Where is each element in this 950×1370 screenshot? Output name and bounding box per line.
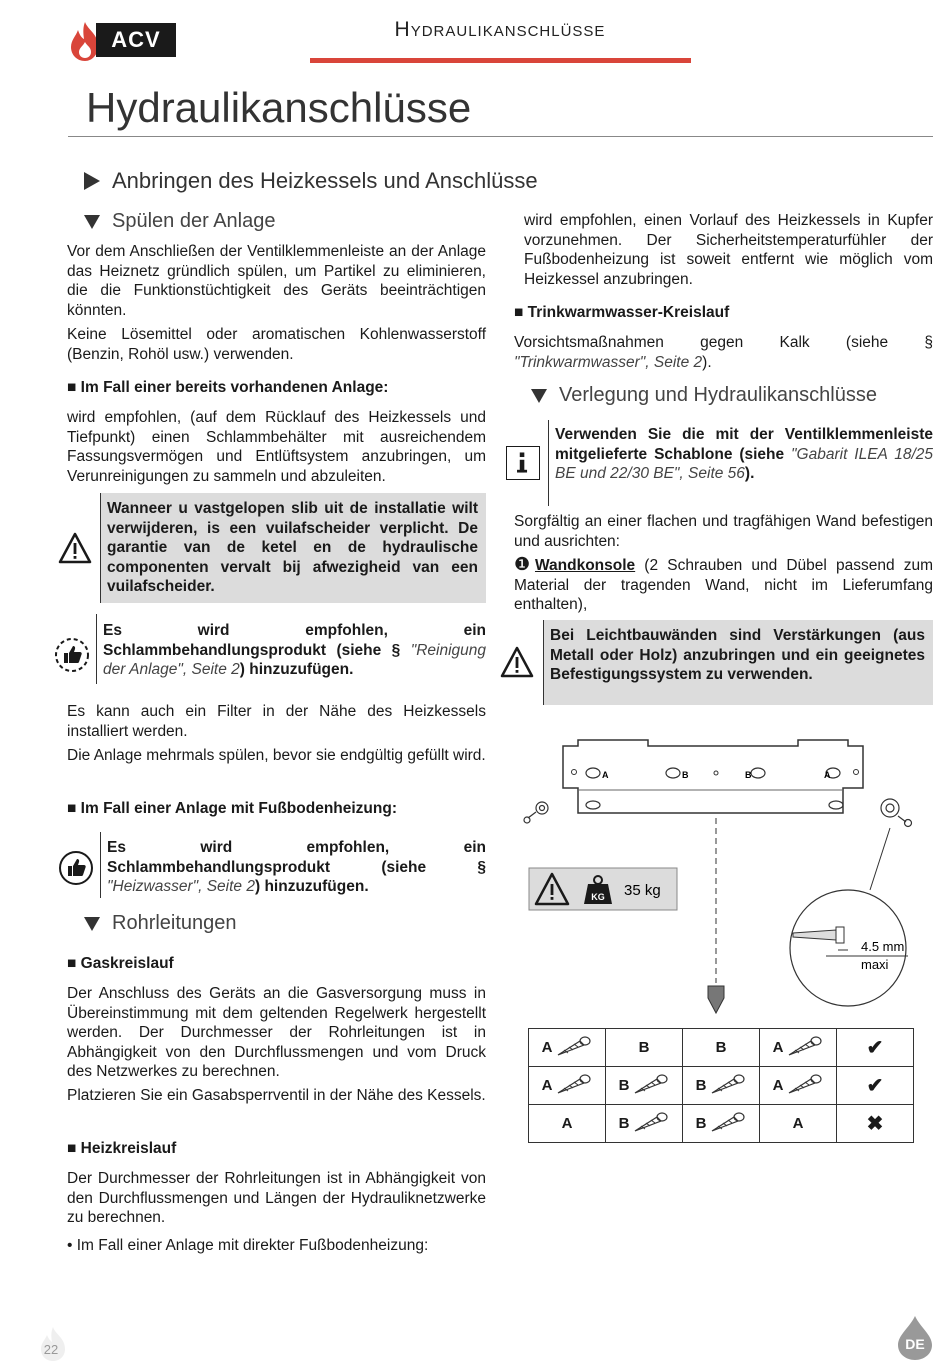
screw-icon: [787, 1073, 823, 1095]
heading-rohrleitungen: [84, 912, 237, 935]
cross-icon: ✖: [866, 1113, 884, 1135]
info-reference-link[interactable]: "Gabarit ILEA 18/25 BE und 22/30 BE", Seite 56: [555, 445, 933, 483]
table-cell: [760, 1029, 837, 1067]
info-icon: [506, 446, 540, 480]
subheading-heating: ■ Heizkreislauf: [67, 1140, 177, 1157]
cell-label: B: [695, 1077, 707, 1094]
tip1-reference-link[interactable]: "Reinigung der Anlage", Seite 2: [103, 641, 486, 679]
paragraph-gas-valve: Platzieren Sie ein Gasabsperrventil in der Nähe des Kessels.: [67, 1087, 486, 1104]
table-cell: [760, 1105, 837, 1143]
paragraph-filter: Es kann auch ein Filter in der Nähe des Heizkessels installiert werden.: [67, 703, 486, 740]
result-cell: [837, 1029, 914, 1067]
section-heading: [84, 168, 538, 194]
lime-text: Vorsichtsmaßnahmen gegen Kalk (siehe §: [514, 334, 933, 351]
screw-icon: [710, 1073, 746, 1099]
bracket-label-a: A: [824, 770, 831, 780]
bracket-hole: [666, 768, 680, 778]
paragraph-mount: Sorgfältig an einer flachen und tragfähigen Wand befestigen und ausrichten:: [514, 513, 933, 550]
table-cell: [683, 1029, 760, 1067]
paragraph-existing: wird empfohlen, (auf dem Rücklauf des Heizkessels und Tiefpunkt) einen Schlammbehälter mit ausreichendem Fassungsvermögen und Entlüftsystem anzubringen, um Verunreinigungen zu sammeln und abzuleiten.: [67, 409, 486, 485]
screw-icon: [556, 1073, 592, 1099]
paragraph-direct-floor: • Im Fall einer Anlage mit direkter Fußbodenheizung:: [67, 1237, 429, 1254]
wall-bracket-diagram: [518, 728, 934, 1023]
warning-icon: [500, 646, 534, 683]
triangle-down-icon: [84, 215, 100, 229]
table-cell: [760, 1067, 837, 1105]
triangle-down-icon: [84, 917, 100, 931]
gap-note: maxi: [861, 957, 889, 972]
screw-icon: [556, 1035, 592, 1057]
tip2-text: Es wird empfohlen, ein Schlammbehandlungsprodukt (siehe §: [107, 839, 486, 876]
screw-icon: [633, 1111, 669, 1137]
gap-value: 4.5 mm: [861, 939, 905, 954]
plumb-bob-icon: [708, 986, 724, 1013]
screw-icon: [787, 1073, 823, 1099]
warning-icon: [58, 532, 92, 569]
paragraph-heating: Der Durchmesser der Rohrleitungen ist in Abhängigkeit von den Durchflussmengen und Längen der Hydrauliknetzwerke zu berechnen.: [67, 1170, 486, 1227]
paragraph-lime: [514, 333, 933, 372]
cell-label: A: [792, 1115, 804, 1132]
tip1-text: Es wird empfohlen, ein Schlammbehandlungsprodukt (siehe §: [103, 622, 486, 659]
title-divider: [68, 136, 933, 137]
screw-combination-table: [528, 1028, 914, 1143]
result-cell: [837, 1067, 914, 1105]
bracket-label-b: B: [745, 770, 752, 780]
paragraph-wall-bracket: [514, 555, 933, 615]
warning-box-lightweight-walls: Bei Leichtbauwänden sind Verstärkungen (aus Metall oder Holz) anzubringen und ein geeignetes Befestigungssystem zu verwenden.: [543, 620, 933, 705]
header-section-title: Hydraulikanschlüsse: [394, 18, 606, 41]
screw-icon: [633, 1073, 669, 1099]
cell-label: B: [638, 1039, 650, 1056]
cell-label: A: [772, 1039, 784, 1056]
cell-label: A: [561, 1115, 573, 1132]
heading-spuelen: [84, 210, 275, 233]
warning-box-sludge: Wanneer u vastgelopen slib uit de installatie wilt verwijderen, is een vuilafscheider verplicht. De garantie van de ketel en de hydraulische componenten vervalt bij afwezigheid van een vuilafscheider.: [100, 493, 486, 603]
check-icon: ✔: [866, 1075, 884, 1097]
wall-bracket-link[interactable]: Wandkonsole: [534, 557, 636, 574]
page-number: [38, 1326, 74, 1362]
info-box-template: [548, 420, 933, 506]
tip1-text-end: ) hinzuzufügen.: [239, 661, 354, 679]
language-badge: [896, 1315, 934, 1361]
table-cell: [683, 1067, 760, 1105]
screw-icon: [787, 1035, 823, 1057]
cell-label: A: [541, 1039, 553, 1056]
thumbs-up-icon: [54, 637, 90, 678]
cell-label: B: [695, 1115, 707, 1132]
paragraph-flush: Vor dem Anschließen der Ventilklemmenleiste an der Anlage das Heiznetz gründlich spülen, um Partikel zu eliminieren, die die Funktionstüchtigkeit des Geräts beeinträchtigen könnten.: [67, 243, 486, 319]
acv-logo: [66, 20, 176, 62]
tip-box-floor-product: [100, 832, 486, 898]
check-icon: ✔: [866, 1037, 884, 1059]
thumbs-up-icon: [58, 850, 94, 891]
cell-label: B: [715, 1039, 727, 1056]
subheading-gas: ■ Gaskreislauf: [67, 955, 174, 972]
tip2-text-end: ) hinzuzufügen.: [254, 878, 369, 896]
tip2-reference-link[interactable]: "Heizwasser", Seite 2: [107, 878, 255, 896]
bracket-label-b: B: [682, 770, 689, 780]
cell-label: B: [618, 1077, 630, 1094]
paragraph-copper-flow: wird empfohlen, einen Vorlauf des Heizkessels in Kupfer vorzunehmen. Der Sicherheitstemperaturfühler der Fußbodenheizung ist soweit entfernt wie möglich vom Heizkessel anzubringen.: [524, 212, 933, 288]
heading-verlegung: [531, 384, 877, 407]
info-text: Verwenden Sie die mit der Ventilklemmenleiste mitgelieferte Schablone (siehe: [555, 426, 933, 463]
screw-right-icon: [881, 799, 912, 827]
header-accent-bar: [310, 58, 691, 63]
triangle-right-icon: [84, 172, 100, 190]
screw-icon: [633, 1073, 669, 1095]
screw-icon: [556, 1035, 592, 1061]
wall-bracket-text: (2 Schrauben und Dübel passend zum Material der tragenden Wand, nicht im Lieferumfang enthalten),: [514, 557, 934, 614]
page-number-text: 22: [43, 1342, 59, 1357]
logo-text: ACV: [96, 23, 176, 57]
table-cell: [606, 1105, 683, 1143]
screw-icon: [710, 1111, 746, 1137]
table-cell: [606, 1067, 683, 1105]
paragraph-rinse: Die Anlage mehrmals spülen, bevor sie endgültig gefüllt wird.: [67, 747, 486, 764]
weight-unit-label: KG: [591, 892, 605, 902]
cell-label: B: [618, 1115, 630, 1132]
lime-reference-link[interactable]: "Trinkwarmwasser", Seite 2: [514, 353, 703, 371]
heading-rohrleitungen-text: Rohrleitungen: [112, 912, 237, 934]
table-row: [529, 1105, 914, 1143]
section-heading-text: Anbringen des Heizkessels und Anschlüsse: [112, 168, 538, 193]
subheading-existing: ■ Im Fall einer bereits vorhandenen Anlage:: [67, 379, 389, 396]
screw-icon: [710, 1111, 746, 1133]
result-cell: [837, 1105, 914, 1143]
paragraph-gas: Der Anschluss des Geräts an die Gasversorgung muss in Übereinstimmung mit dem geltenden Regelwerk hergestellt werden. Der Durchmesser der Rohrleitungen ist in Abhängigkeit von den Durchflussmengen und vom Druck des Netzwerkes zu berechnen.: [67, 985, 486, 1081]
info-text-end: ).: [744, 465, 755, 483]
screw-icon: [556, 1073, 592, 1095]
bracket-hole: [751, 768, 765, 778]
subheading-floor-heating: ■ Im Fall einer Anlage mit Fußbodenheizung:: [67, 800, 397, 817]
screw-left-icon: [524, 802, 548, 823]
heading-verlegung-text: Verlegung und Hydraulikanschlüsse: [559, 384, 877, 406]
paragraph-solvents: Keine Lösemittel oder aromatischen Kohlenwasserstoff (Benzin, Rohöl usw.) verwenden.: [67, 326, 486, 363]
lime-text-end: ).: [702, 353, 712, 371]
table-row: [529, 1029, 914, 1067]
table-cell: [529, 1029, 606, 1067]
table-cell: [529, 1067, 606, 1105]
bracket-hole: [586, 768, 600, 778]
table-cell: [529, 1105, 606, 1143]
subheading-dhw: ■ Trinkwarmwasser-Kreislauf: [514, 304, 730, 321]
bracket-label-a: A: [602, 770, 609, 780]
screw-icon: [710, 1073, 746, 1095]
table-cell: [606, 1029, 683, 1067]
triangle-down-icon: [531, 389, 547, 403]
language-code: DE: [905, 1336, 925, 1352]
cell-label: A: [541, 1077, 553, 1094]
screw-icon: [633, 1111, 669, 1133]
cell-label: A: [772, 1077, 784, 1094]
heading-spuelen-text: Spülen der Anlage: [112, 210, 276, 232]
weight-value: 35 kg: [624, 882, 661, 899]
table-row: [529, 1067, 914, 1105]
table-cell: [683, 1105, 760, 1143]
tip-box-sludge-product: [96, 614, 486, 684]
step-number-1: ❶: [514, 554, 535, 574]
screw-icon: [787, 1035, 823, 1061]
page-title: Hydraulikanschlüsse: [86, 84, 472, 131]
